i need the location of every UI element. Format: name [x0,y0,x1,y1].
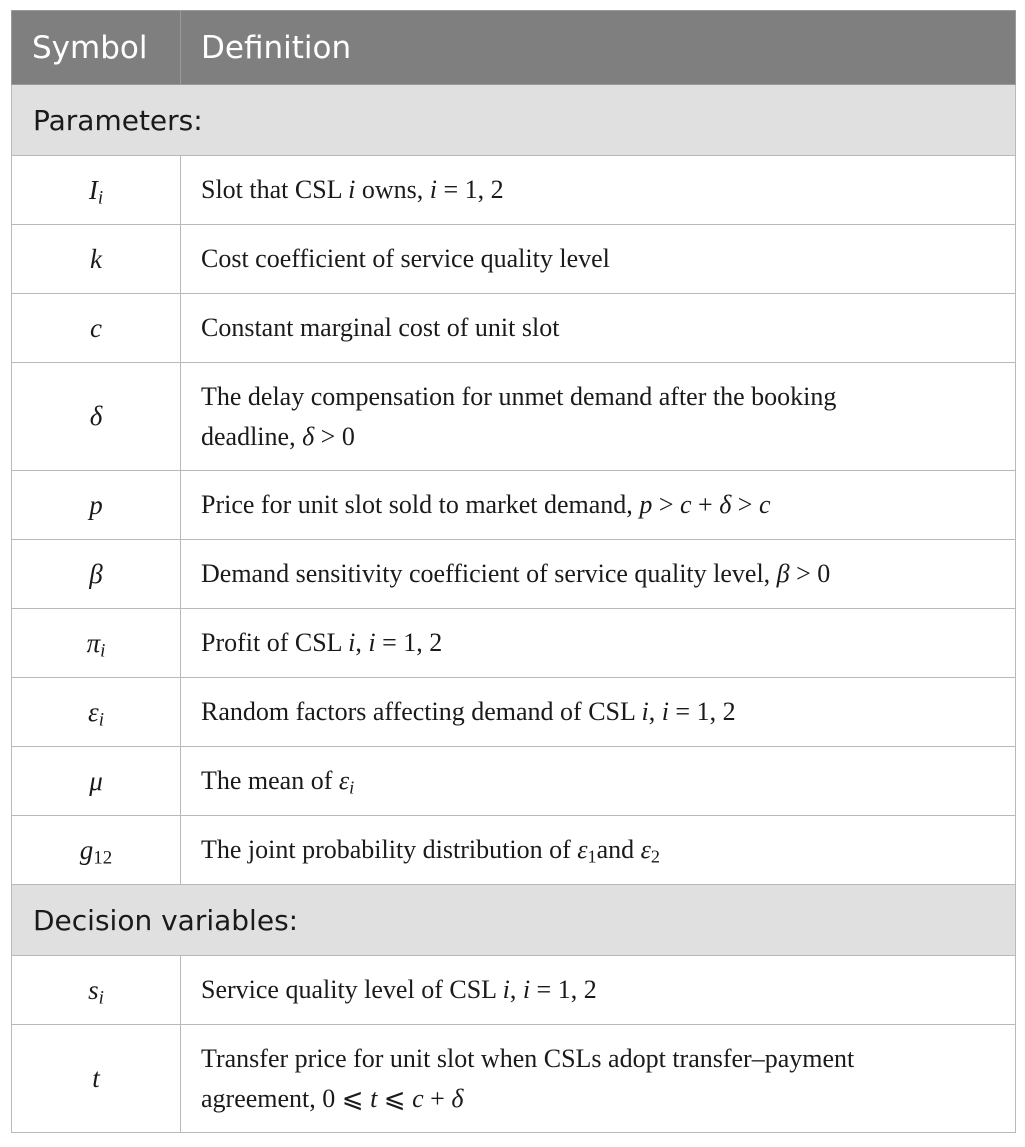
table-row [12,471,1016,540]
table-row [12,956,1016,1025]
header-symbol: Symbol [12,11,181,85]
symbol-definition-table [11,10,1015,1133]
symbol-cell: c [12,294,181,363]
section-label: Parameters: [12,85,1016,156]
table-row [12,540,1016,609]
section-label: Decision variables: [12,885,1016,956]
definition-cell: The joint probability distribution of $\varepsilon_1and$ $\varepsilon_2$ [181,816,1016,885]
definition-cell: Constant marginal cost of unit slot [181,294,1016,363]
symbol-cell: $\pi_i$ [12,609,181,678]
table-row [12,609,1016,678]
symbol-cell: $s_i$ [12,956,181,1025]
definition-cell: Price for unit slot sold to market demand, p > c + δ > c [181,471,1016,540]
definition-cell: The delay compensation for unmet demand after the booking deadline, δ > 0 [181,363,1016,471]
symbol-cell: p [12,471,181,540]
definition-cell: Demand sensitivity coefficient of service quality level, β > 0 [181,540,1016,609]
definition-cell: Cost coefficient of service quality level [181,225,1016,294]
header-definition: Definition [181,11,1016,85]
header-row [12,11,1016,85]
section-parameters [12,85,1016,156]
definition-cell: Slot that CSL i owns, i = 1, 2 [181,156,1016,225]
definition-cell: Random factors affecting demand of CSL i, i = 1, 2 [181,678,1016,747]
table-row [12,363,1016,471]
table-row [12,1025,1016,1133]
definition-cell: The mean of $\varepsilon_i$ [181,747,1016,816]
definition-cell: Transfer price for unit slot when CSLs adopt transfer–payment agreement, 0 ⩽ t ⩽ c + δ [181,1025,1016,1133]
symbol-cell: μ [12,747,181,816]
table-row [12,156,1016,225]
table-row [12,816,1016,885]
symbol-cell: $I_i$ [12,156,181,225]
symbol-cell: $g_{12}$ [12,816,181,885]
table-row [12,747,1016,816]
table-row [12,225,1016,294]
definition-cell: Service quality level of CSL i, i = 1, 2 [181,956,1016,1025]
definition-cell: Profit of CSL i, i = 1, 2 [181,609,1016,678]
symbol-cell: $\varepsilon_i$ [12,678,181,747]
symbol-cell: t [12,1025,181,1133]
section-decision-variables [12,885,1016,956]
symbol-cell: β [12,540,181,609]
symbol-cell: k [12,225,181,294]
table-row [12,678,1016,747]
symbol-cell: δ [12,363,181,471]
table-row [12,294,1016,363]
